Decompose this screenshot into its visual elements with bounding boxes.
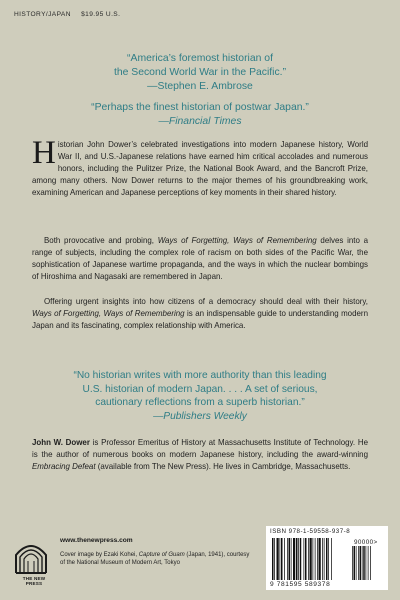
artwork-title: Capture of Guam (138, 552, 185, 558)
barcode-bar (319, 538, 321, 580)
bio-text: (available from The New Press). He lives in Cambridge, Massachusetts. (95, 462, 351, 471)
publisher-url: www.thenewpress.com (60, 537, 133, 544)
barcode-addon-bar (363, 546, 365, 580)
barcode-addon-bar (356, 546, 357, 580)
paragraph-text: Both provocative and probing, (44, 236, 158, 245)
barcode-bar (308, 538, 309, 580)
blurb-line: “No historian writes with more authority than this leading (73, 370, 327, 381)
drop-cap: H (32, 135, 56, 171)
barcode-bar (289, 538, 291, 580)
paragraph-text: Offering urgent insights into how citizens of a democracy should deal with their history, (44, 297, 368, 306)
barcode-bar (324, 538, 325, 580)
blurb-attribution-source: —Publishers Weekly (153, 410, 247, 422)
blurb-attribution-source: —Financial Times (158, 116, 242, 127)
barcode-bar (281, 538, 283, 580)
barcode-bar (298, 538, 299, 580)
category-price-line (14, 11, 120, 18)
description-paragraph-2 (32, 235, 368, 283)
isbn-number: ISBN 978-1-59558-937-8 (270, 528, 351, 535)
barcode-bar (293, 538, 295, 580)
barcode-bar (272, 538, 274, 580)
price-code: 90000> (354, 539, 378, 546)
credit-text: Cover image by Ezaki Kohei, (60, 552, 139, 558)
cover-image-credit (60, 551, 250, 567)
blurb-attribution (30, 115, 370, 129)
barcode-bar (304, 538, 305, 580)
barcode-bar (305, 538, 307, 580)
barcode-bar (284, 538, 285, 580)
blurb-line: U.S. historian of modern Japan. . . . A set of serious, (82, 383, 318, 395)
category-label: HISTORY/JAPAN (14, 11, 71, 18)
barcode-addon-bar (370, 546, 371, 580)
barcode-bar (317, 538, 318, 580)
barcode-bar (322, 538, 323, 580)
paragraph-text: delves into a range of subjects, including the complex role of racism on both sides of the Pacific War, the sophistication of Japanese wartime propaganda, and the ways in which the nuclear bombings of Hiroshima and Nagasaki are remembered in Japan. (32, 236, 368, 281)
bio-text: is Professor Emeritus of History at Massachusetts Institute of Technology. He is the author of numerous books on modern Japanese history, including the award-winning (32, 438, 368, 459)
author-name: John W. Dower (32, 438, 90, 447)
author-bio (32, 437, 368, 473)
barcode-addon-bar (360, 546, 362, 580)
blurb-attribution: —Stephen E. Ambrose (147, 81, 253, 92)
new-press-logo-icon (14, 535, 48, 579)
paragraph-text: is an indispensable guide to understanding modern Japan and its fascinating, complex relationship with America. (32, 309, 368, 330)
barcode-bar (315, 538, 316, 580)
blurb-quote-financial-times (30, 101, 370, 129)
book-title: Ways of Forgetting, Ways of Remembering (157, 236, 317, 245)
blurb-quote-publishers-weekly (30, 369, 370, 423)
barcode-bar (280, 538, 281, 580)
barcode-addon-bar (358, 546, 359, 580)
paragraph-text: istorian John Dower’s celebrated investigations into modern Japanese history, World War II, and U.S.-Japanese relations have earned him critical accolades and numerous honors, including the Pulitzer Prize, the National Book Award, and the Bancroft Prize, among many others. Now Dower returns to the major themes of his groundbreaking work, examining American and Japanese perceptions of key moments in their shared history. (32, 140, 368, 197)
barcode-addon-bar (368, 546, 369, 580)
barcode-bar (331, 538, 332, 580)
barcode-bar (328, 538, 329, 580)
barcode-bar (310, 538, 312, 580)
description-paragraph-1 (32, 135, 368, 199)
blurb-line: the Second World War in the Pacific.” (113, 67, 287, 78)
price-label: $19.95 U.S. (81, 11, 121, 18)
ean-digits: 9 781595 589378 (270, 581, 331, 588)
barcode-addon-bar (366, 546, 367, 580)
barcode-bar (291, 538, 292, 580)
barcode-bar (274, 538, 275, 580)
barcode-bar (313, 538, 314, 580)
blurb-line: cautionary reflections from a superb historian.” (95, 397, 305, 409)
book-title: Ways of Forgetting, Ways of Remembering (32, 309, 185, 318)
barcode-bar (296, 538, 298, 580)
blurb-line: “America’s foremost historian of (127, 53, 273, 64)
book-title: Embracing Defeat (32, 462, 96, 471)
barcode-addon-bar (362, 546, 363, 580)
blurb-line: “Perhaps the finest historian of postwar Japan.” (91, 102, 309, 113)
barcode-addon-bar (352, 546, 353, 580)
barcode-bar (326, 538, 328, 580)
barcode-bar (287, 538, 288, 580)
barcode-bar (277, 538, 279, 580)
barcode-addon-bar (354, 546, 356, 580)
description-paragraph-3 (32, 296, 368, 332)
barcode-bar (300, 538, 302, 580)
publisher-name: THE NEW PRESS (22, 576, 46, 586)
blurb-quote-ambrose (30, 52, 370, 94)
credit-text: (Japan, 1941), courtesy of the National Museum of Modern Art, Tokyo (60, 552, 250, 567)
blurb-attribution (30, 410, 370, 424)
